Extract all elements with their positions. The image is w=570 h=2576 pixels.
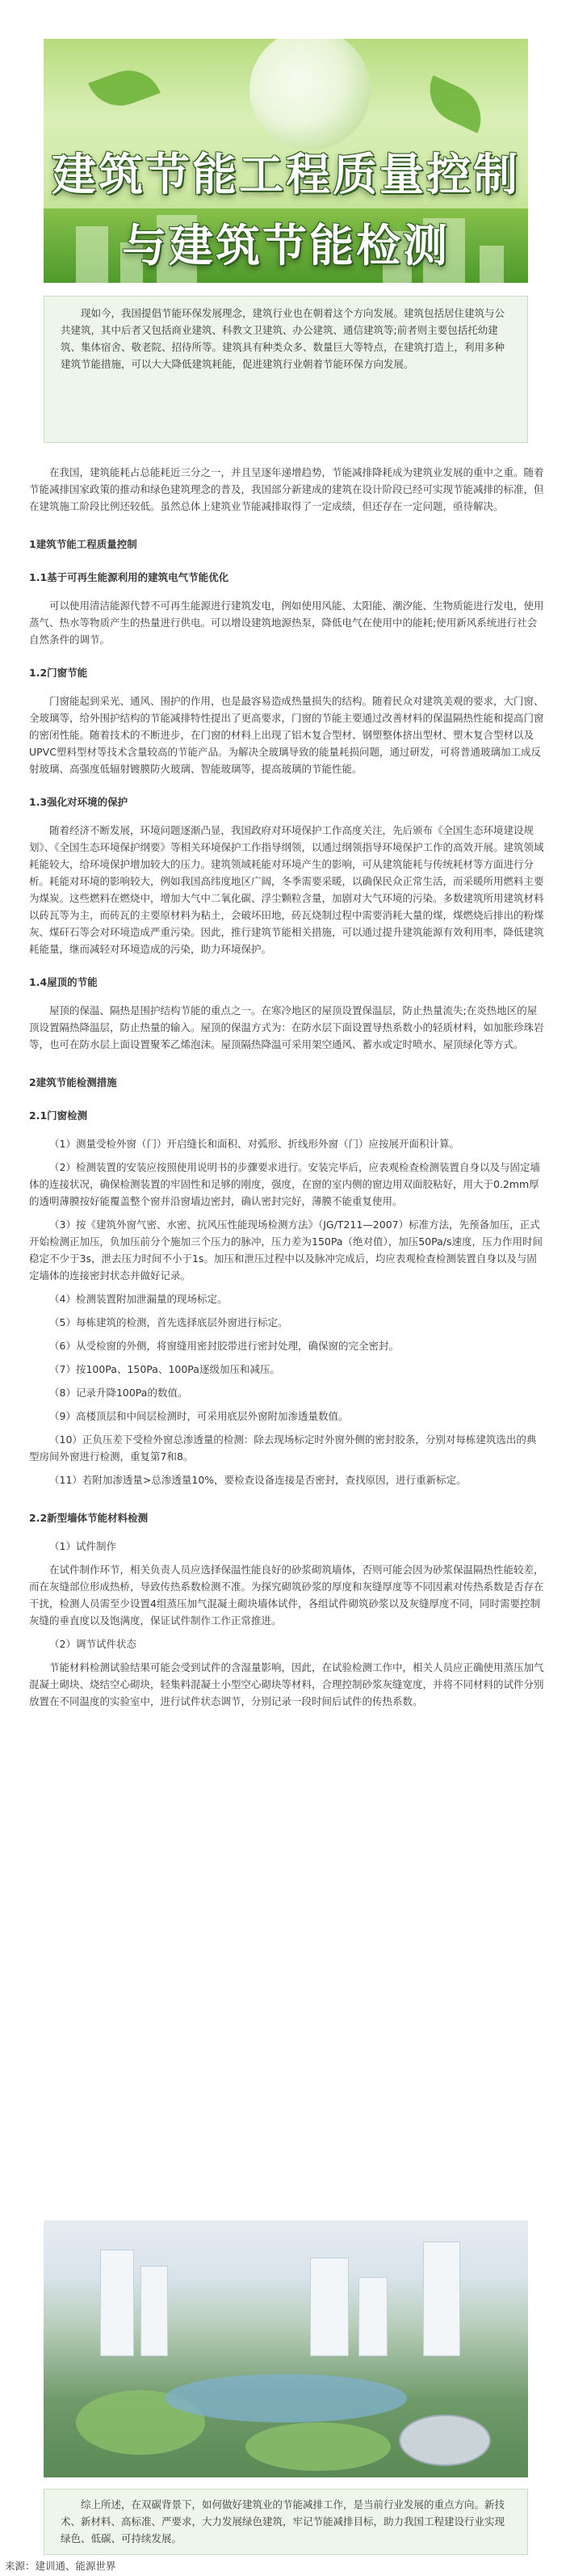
- body-paragraph: 可以使用清洁能源代替不可再生能源进行建筑发电，例如使用风能、太阳能、潮汐能、生物质能进行发电，使用蒸气、热水等物质产生的热量进行供电。可以增设建筑地源热泵，降低电气在使用中的能耗;使用新风系统进行社会自然条件的调节。: [29, 600, 544, 646]
- intro-paragraph: 现如今，我国提倡节能环保发展理念，建筑行业也在朝着这个方向发展。建筑包括居住建筑与公共建筑，其中后者又包括商业建筑、科教文卫建筑、办公建筑、通信建筑等;前者则主要包括托幼建筑、集体宿舍、敬老院、招待所等。建筑具有种类众多、数量巨大等特点，在建筑打造上，利用多种建筑节能措施，可以大大降低建筑耗能，促进建筑行业朝着节能环保方向发展。: [61, 307, 505, 370]
- step-item: （1）试件制作: [49, 1540, 116, 1552]
- conclusion-box: [44, 2489, 528, 2555]
- stadium-illustration: [399, 2414, 491, 2466]
- body-paragraph: 节能材料检测试验结果可能会受到试件的含湿量影响，因此，在试验检测工作中，相关人员应正确使用蒸压加气混凝土砌块、烧结空心砌块，轻集料混凝土小型空心砌块等材料，合理控制砂浆灰缝宽度，并将不同材料的试件分别放置在不同温度的实验室中，进行试件状态调节，分别记录一段时间后试件的传热系数。: [29, 1661, 544, 1707]
- article-body: [29, 464, 546, 1710]
- step-item: （11）若附加渗透量>总渗透量10%，要检查设备连接是否密封，查找原因，进行重新标定。: [49, 1474, 467, 1486]
- subsection-heading: 2.1门窗检测: [29, 1109, 88, 1122]
- section-heading: 1建筑节能工程质量控制: [29, 538, 137, 550]
- leaf-illustration: [88, 61, 161, 116]
- section-heading: 2建筑节能检测措施: [29, 1076, 117, 1088]
- hero-title-line2: 与建筑节能检测: [121, 220, 450, 271]
- lake-illustration: [165, 2374, 407, 2422]
- body-paragraph: 在试件制作环节，相关负责人员应选择保温性能良好的砂浆砌筑墙体，否则可能会因为砂浆保温隔热性能较差，而在灰缝部位形成热桥，导致传热系数检测不准。为探究砌筑砂浆的厚度和灰缝厚度等不同因素对传热系数是否存在干扰，检测人员需至少设置4组蒸压加气混凝土砌块墙体试件，各组试件砌筑砂浆以及灰缝厚度不同，同时需要控制灰缝的垂直度以及饱满度，保证试件制作工作正常推进。: [29, 1564, 544, 1627]
- lightbulb-illustration: [249, 39, 371, 150]
- leaf-illustration: [419, 75, 492, 133]
- step-item: （8）记录升降100Pa的数值。: [49, 1387, 188, 1399]
- subsection-heading: 2.2新型墙体节能材料检测: [29, 1512, 149, 1524]
- intro-box: [44, 296, 528, 443]
- body-paragraph: 随着经济不断发展，环境问题逐渐凸显，我国政府对环境保护工作高度关注，先后颁布《全国生态环境建设规划》、《全国生态环境保护纲要》等相关环境保护工作指导纲领，以通过纲领指导环境保护工作的高效开展。建筑领域耗能较大，给环境保护增加较大的压力。建筑领域耗能对环境产生的影响，可从建筑能耗与传统耗材等方面进行分析。耗能对环境的影响较大，例如我国高纬度地区广阔，冬季需要采暖，以确保民众正常生活，而采暖所用燃料主要为煤炭。这些燃料在燃烧中，增加大气中二氧化碳、浮尘颗粒含量，加剧对大气环境的污染。多数建筑所用建筑材料以砖瓦等为主，而砖瓦的主要原材料为粘土，会破坏田地，砖瓦烧制过程中需要消耗大量的煤，煤燃烧后排出的粉煤灰、煤矸石等会对环境造成严重污染。因此，推行建筑节能相关措施，可以通过提升建筑能源有效利用率，降低建筑耗能量，继而减轻对环境造成的污染，助力环境保护。: [29, 824, 544, 955]
- subsection-heading: 1.1基于可再生能源利用的建筑电气节能优化: [29, 571, 229, 583]
- step-item: （2）检测装置的安装应按照使用说明书的步骤要求进行。安装完毕后，应表观检查检测装置自身以及与固定墙体的连接状况，确保检测装置的牢固性和足够的刚度，强度，在窗的室内侧的窗边用双面胶粘好，用大于0.2mm厚的透明薄膜按好能覆盖整个窗并沿窗墙边密封，确认密封完好，薄膜不能重复使用。: [29, 1161, 540, 1207]
- hero-title-line1: 建筑节能工程质量控制: [51, 149, 520, 200]
- subsection-heading: 1.3强化对环境的保护: [29, 796, 128, 808]
- step-item: （1）测量受检外窗（门）开启缝长和面积、对弧形、折线形外窗（门）应按展开面积计算。: [49, 1138, 459, 1150]
- step-item: （7）按100Pa、150Pa、100Pa逐级加压和减压。: [49, 1363, 280, 1375]
- green-building-photo: [44, 2220, 528, 2477]
- source-note: 来源：建训通、能源世界: [5, 2560, 116, 2572]
- step-item: （4）检测装置附加泄漏量的现场标定。: [49, 1293, 228, 1305]
- subsection-heading: 1.2门窗节能: [29, 667, 88, 679]
- step-item: （5）每栋建筑的检测，首先选择底层外窗进行标定。: [49, 1316, 288, 1328]
- step-item: （2）调节试件状态: [49, 1638, 136, 1650]
- step-item: （6）从受检窗的外侧，将窗缝用密封胶带进行密封处理，确保窗的完全密封。: [49, 1340, 399, 1352]
- subsection-heading: 1.4屋顶的节能: [29, 976, 98, 988]
- step-item: （9）高楼顶层和中间层检测时，可采用底层外窗附加渗透量数值。: [49, 1410, 349, 1422]
- body-paragraph: 在我国，建筑能耗占总能耗近三分之一，并且呈逐年递增趋势，节能减排降耗成为建筑业发展的重中之重。随着节能减排国家政策的推动和绿色建筑理念的普及，我国部分新建成的建筑在设计阶段已经可实现节能减排的标准，但在建筑施工阶段比例还较低。虽然总体上建筑业节能减排取得了一定成绩，但还存在一定问题，亟待解决。: [29, 466, 544, 512]
- body-paragraph: 门窗能起到采光、通风、围护的作用，也是最容易造成热量损失的结构。随着民众对建筑美观的要求，大门窗、全玻璃等，给外围护结构的节能减排特性提出了更高要求，门窗的节能主要通过改善材料的保温隔热性能和提高门窗的密闭性能。随着技术的不断进步，在门窗的材料上出现了铝木复合型材、钢塑整体挤出型材、塑木复合型材以及UPVC塑料型材等技术含量较高的节能产品。为解决全玻璃导致的能量耗损问题，通过研发，可将普通玻璃加工成反射玻璃、高强度低辐射镀膜防火玻璃、智能玻璃等，提高玻璃的节能性能。: [29, 695, 544, 775]
- hero-banner: [44, 39, 528, 283]
- body-paragraph: 屋顶的保温、隔热是围护结构节能的重点之一。在寒冷地区的屋顶设置保温层，防止热量流失;在炎热地区的屋顶设置隔热降温层，防止热量的输入。屋顶的保温方式为：在防水层下面设置导热系数小的轻质材料，如加胀珍珠岩等，也可在防水层上面设置聚苯乙烯泡沫。屋顶隔热降温可采用架空通风、蓄水或定时喷水、屋顶绿化等方式。: [29, 1004, 544, 1050]
- conclusion-paragraph: 综上所述，在双碳背景下，如何做好建筑业的节能减排工作，是当前行业发展的重点方向。新技术、新材料、高标准、严要求，大力发展绿色建筑，牢记节能减排目标，助力我国工程建设行业实现绿色、低碳、可持续发展。: [61, 2498, 505, 2544]
- step-item: （10）正负压差下受检外窗总渗透量的检测：除去现场标定时外窗外侧的密封胶条，分别对每栋建筑选出的典型房间外窗进行检测，重复第7和8。: [29, 1433, 537, 1463]
- step-item: （3）按《建筑外窗气密、水密、抗风压性能现场检测方法》（JG/T211—2007）标准方法，先预备加压，正式开始检测正加压，负加压前分个施加三个压力的脉冲，压力差为150Pa（绝对值），加压50Pa/s速度，压力作用时间稳定不少于3s，泄去压力时间不小于1s。加压和泄压过程中以及脉冲完成后，均应表观检查检测装置自身以及与固定墙体的连接密封状态并做好记录。: [29, 1219, 543, 1282]
